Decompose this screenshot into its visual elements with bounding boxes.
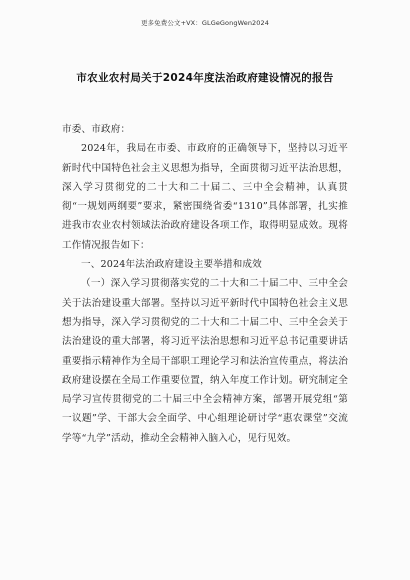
salutation: 市委、市政府：	[62, 124, 131, 135]
section-heading: 一、2024年法治政府建设主要举措和成效	[81, 259, 262, 271]
document-body	[62, 120, 348, 448]
header-note: 更多免费公文+VX：GLGeGongWen2024	[140, 19, 269, 27]
intro-paragraph: 2024年，我局在市委、市政府的正确领导下，坚持以习近平新时代中国特色社会主义思想为指导，全面贯彻习近平法治思想，深入学习贯彻党的二十大和二十届二、三中全会精神，认真贯彻“一规划两纲要”要求，紧密围绕省委“1310”具体部署，扎实推进我市农业农村领域法治政府建设各项工作，取得明显成效。现将工作情况报告如下：	[62, 143, 348, 251]
document-title: 市农业农村局关于2024年度法治政府建设情况的报告	[76, 72, 334, 84]
subsection-paragraph: （一）深入学习贯彻落实党的二十大和二十届二中、三中全会关于法治建设重大部署。坚持以习近平新时代中国特色社会主义思想为指导，深入学习贯彻党的二十大和二十届二中、三中全会关于法治建设的重大部署，将习近平法治思想和习近平总书记重要讲话重要指示精神作为全局干部职工理论学习和法治宣传重点，将法治政府建设摆在全局工作重要位置，纳入年度工作计划。研究制定全局学习宣传贯彻党的二十届三中全会精神方案，部署开展党组“第一议题”学、干部大会全面学、中心组理论研讨学“惠农课堂”交流学等“九学”活动，推动全会精神入脑入心，见行见效。	[62, 278, 348, 444]
